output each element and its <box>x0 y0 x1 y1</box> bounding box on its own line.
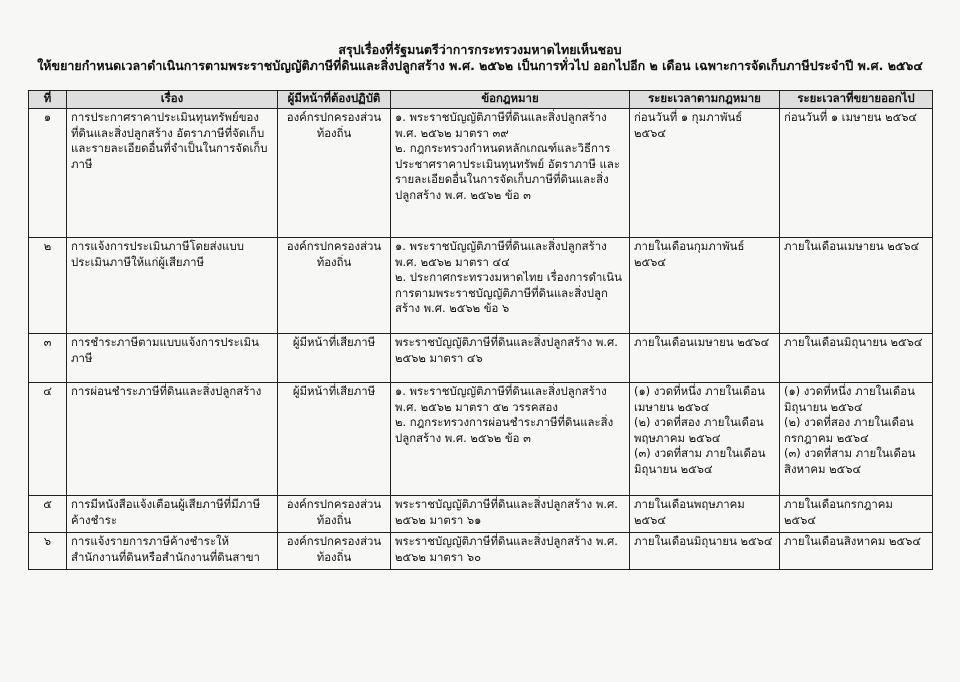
law-item: ๑. พระราชบัญญัติภาษีที่ดินและสิ่งปลูกสร้าง พ.ศ. ๒๕๖๒ มาตรา ๓๙ <box>395 110 607 140</box>
installment-item: (๒) งวดที่สอง ภายในเดือนกรกฎาคม ๒๕๖๔ <box>784 415 914 445</box>
row-legal-period: ภายในเดือนพฤษภาคม ๒๕๖๔ <box>630 496 780 533</box>
row-extended-period: ภายในเดือนสิงหาคม ๒๕๖๔ <box>780 533 933 570</box>
table-header-row <box>29 91 933 109</box>
row-law <box>391 109 630 238</box>
header-law: ข้อกฎหมาย <box>391 91 630 109</box>
title-line-1: สรุปเรื่องที่รัฐมนตรีว่าการกระทรวงมหาดไทยเห็นชอบ <box>338 42 622 57</box>
header-no: ที่ <box>29 91 67 109</box>
row-law <box>391 383 630 496</box>
row-subject: การชำระภาษีตามแบบแจ้งการประเมินภาษี <box>67 334 278 383</box>
row-responsible: องค์กรปกครองส่วนท้องถิ่น <box>278 533 391 570</box>
row-responsible: องค์กรปกครองส่วนท้องถิ่น <box>278 496 391 533</box>
row-law <box>391 533 630 570</box>
row-number: ๖ <box>29 533 67 570</box>
header-extended-period: ระยะเวลาที่ขยายออกไป <box>780 91 933 109</box>
row-extended-period: ภายในเดือนกรกฎาคม ๒๕๖๔ <box>780 496 933 533</box>
installment-item: (๓) งวดที่สาม ภายในเดือนมิถุนายน ๒๕๖๔ <box>634 446 766 476</box>
table-row <box>29 533 933 570</box>
row-responsible: ผู้มีหน้าที่เสียภาษี <box>278 334 391 383</box>
row-legal-period: ภายในเดือนกุมภาพันธ์ ๒๕๖๔ <box>630 238 780 334</box>
row-number: ๓ <box>29 334 67 383</box>
table-row <box>29 238 933 334</box>
row-subject: การแจ้งการประเมินภาษีโดยส่งแบบประเมินภาษีให้แก่ผู้เสียภาษี <box>67 238 278 334</box>
header-legal-period: ระยะเวลาตามกฎหมาย <box>630 91 780 109</box>
row-subject: การประกาศราคาประเมินทุนทรัพย์ของที่ดินและสิ่งปลูกสร้าง อัตราภาษีที่จัดเก็บ และรายละเอียดอื่นที่จำเป็นในการจัดเก็บภาษี <box>67 109 278 238</box>
row-extended-period: ภายในเดือนเมษายน ๒๕๖๔ <box>780 238 933 334</box>
header-responsible: ผู้มีหน้าที่ต้องปฏิบัติ <box>278 91 391 109</box>
law-item: พระราชบัญญัติภาษีที่ดินและสิ่งปลูกสร้าง พ.ศ. ๒๕๖๒ มาตรา ๖๐ <box>395 534 618 564</box>
row-subject: การผ่อนชำระภาษีที่ดินและสิ่งปลูกสร้าง <box>67 383 278 496</box>
row-legal-period: ก่อนวันที่ ๑ กุมภาพันธ์ ๒๕๖๔ <box>630 109 780 238</box>
table-row <box>29 334 933 383</box>
row-number: ๔ <box>29 383 67 496</box>
header-subject: เรื่อง <box>67 91 278 109</box>
row-legal-period: ภายในเดือนมิถุนายน ๒๕๖๔ <box>630 533 780 570</box>
row-extended-period: ภายในเดือนมิถุนายน ๒๕๖๔ <box>780 334 933 383</box>
row-extended-period: ก่อนวันที่ ๑ เมษายน ๒๕๖๔ <box>780 109 933 238</box>
row-law <box>391 496 630 533</box>
row-number: ๑ <box>29 109 67 238</box>
row-number: ๕ <box>29 496 67 533</box>
row-subject: การแจ้งรายการภาษีค้างชำระให้สำนักงานที่ดินหรือสำนักงานที่ดินสาขา <box>67 533 278 570</box>
row-responsible: องค์กรปกครองส่วนท้องถิ่น <box>278 109 391 238</box>
installment-item: (๒) งวดที่สอง ภายในเดือนพฤษภาคม ๒๕๖๔ <box>634 415 764 445</box>
row-law <box>391 334 630 383</box>
law-item: ๑. พระราชบัญญัติภาษีที่ดินและสิ่งปลูกสร้าง พ.ศ. ๒๕๖๒ มาตรา ๕๒ วรรคสอง <box>395 384 607 414</box>
row-legal-period <box>630 383 780 496</box>
row-number: ๒ <box>29 238 67 334</box>
row-subject: การมีหนังสือแจ้งเตือนผู้เสียภาษีที่มีภาษีค้างชำระ <box>67 496 278 533</box>
table-row <box>29 496 933 533</box>
document-title <box>0 42 960 74</box>
law-item: ๒. กฎกระทรวงกำหนดหลักเกณฑ์และวิธีการประชาศราคาประเมินทุนทรัพย์ อัตราภาษี และรายละเอียดอื่นในการจัดเก็บภาษีที่ดินและสิ่งปลูกสร้าง พ.ศ. ๒๕๖๒ ข้อ ๓ <box>395 141 620 202</box>
installment-item: (๑) งวดที่หนึ่ง ภายในเดือนเมษายน ๒๕๖๔ <box>634 384 765 414</box>
law-item: พระราชบัญญัติภาษีที่ดินและสิ่งปลูกสร้าง พ.ศ. ๒๕๖๒ มาตรา ๔๖ <box>395 335 618 365</box>
extension-table <box>28 90 933 570</box>
law-item: ๒. ประกาศกระทรวงมหาดไทย เรื่องการดำเนินการตามพระราชบัญญัติภาษีที่ดินและสิ่งปลูกสร้าง พ.ศ. ๒๕๖๒ ข้อ ๖ <box>395 270 622 316</box>
title-line-2: ให้ขยายกำหนดเวลาดำเนินการตามพระราชบัญญัติภาษีที่ดินและสิ่งปลูกสร้าง พ.ศ. ๒๕๖๒ เป็นการทั่วไป ออกไปอีก ๒ เดือน เฉพาะการจัดเก็บภาษีประจำปี พ.ศ. ๒๕๖๔ <box>37 58 923 73</box>
installment-item: (๓) งวดที่สาม ภายในเดือนสิงหาคม ๒๕๖๔ <box>784 446 916 476</box>
row-responsible: องค์กรปกครองส่วนท้องถิ่น <box>278 238 391 334</box>
installment-item: (๑) งวดที่หนึ่ง ภายในเดือนมิถุนายน ๒๕๖๔ <box>784 384 915 414</box>
row-responsible: ผู้มีหน้าที่เสียภาษี <box>278 383 391 496</box>
row-law <box>391 238 630 334</box>
law-item: พระราชบัญญัติภาษีที่ดินและสิ่งปลูกสร้าง พ.ศ. ๒๕๖๒ มาตรา ๖๑ <box>395 497 618 527</box>
table-row <box>29 383 933 496</box>
law-item: ๑. พระราชบัญญัติภาษีที่ดินและสิ่งปลูกสร้าง พ.ศ. ๒๕๖๒ มาตรา ๔๔ <box>395 239 607 269</box>
table-row <box>29 109 933 238</box>
row-extended-period <box>780 383 933 496</box>
law-item: ๒. กฎกระทรวงการผ่อนชำระภาษีที่ดินและสิ่งปลูกสร้าง พ.ศ. ๒๕๖๒ ข้อ ๓ <box>395 415 614 445</box>
row-legal-period: ภายในเดือนเมษายน ๒๕๖๔ <box>630 334 780 383</box>
